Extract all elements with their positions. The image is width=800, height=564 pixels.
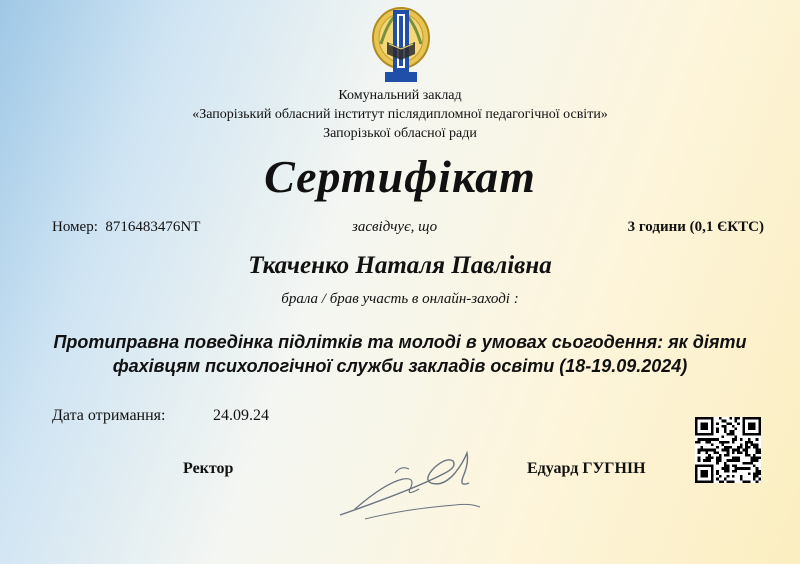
- organization-line-3: Запорізької обласної ради: [323, 126, 477, 141]
- certifies-text: засвідчує, що: [352, 219, 438, 235]
- number-value: 8716483476NT: [105, 219, 201, 235]
- date-value: 24.09.24: [213, 407, 269, 424]
- participation-text: брала / брав участь в онлайн-заході :: [281, 291, 519, 307]
- qr-code: [695, 417, 761, 483]
- organization-line-1: Комунальний заклад: [338, 88, 462, 103]
- organization-line-2: «Запорізький обласний інститут післядипломної педагогічної освіти»: [192, 107, 608, 122]
- event-title-line-1: Протиправна поведінка підлітків та молоді в умовах сьогодення: як діяти: [53, 332, 747, 352]
- institute-emblem-icon: [369, 4, 433, 86]
- rector-label: Ректор: [183, 460, 234, 477]
- hours-value: 3 години (0,1 ЄКТС): [627, 219, 764, 235]
- certificate-number: [52, 219, 200, 236]
- date-label: Дата отримання:: [52, 407, 166, 424]
- rector-name: Едуард ГУГНІН: [527, 460, 646, 477]
- recipient-name: Ткаченко Наталя Павлівна: [248, 252, 552, 279]
- rector-signature: [335, 443, 485, 523]
- number-label: Номер:: [52, 219, 98, 235]
- event-title-line-2: фахівцям психологічної служби закладів освіти (18-19.09.2024): [112, 356, 688, 376]
- event-title: [0, 330, 800, 378]
- certificate-title: Сертифікат: [264, 151, 536, 202]
